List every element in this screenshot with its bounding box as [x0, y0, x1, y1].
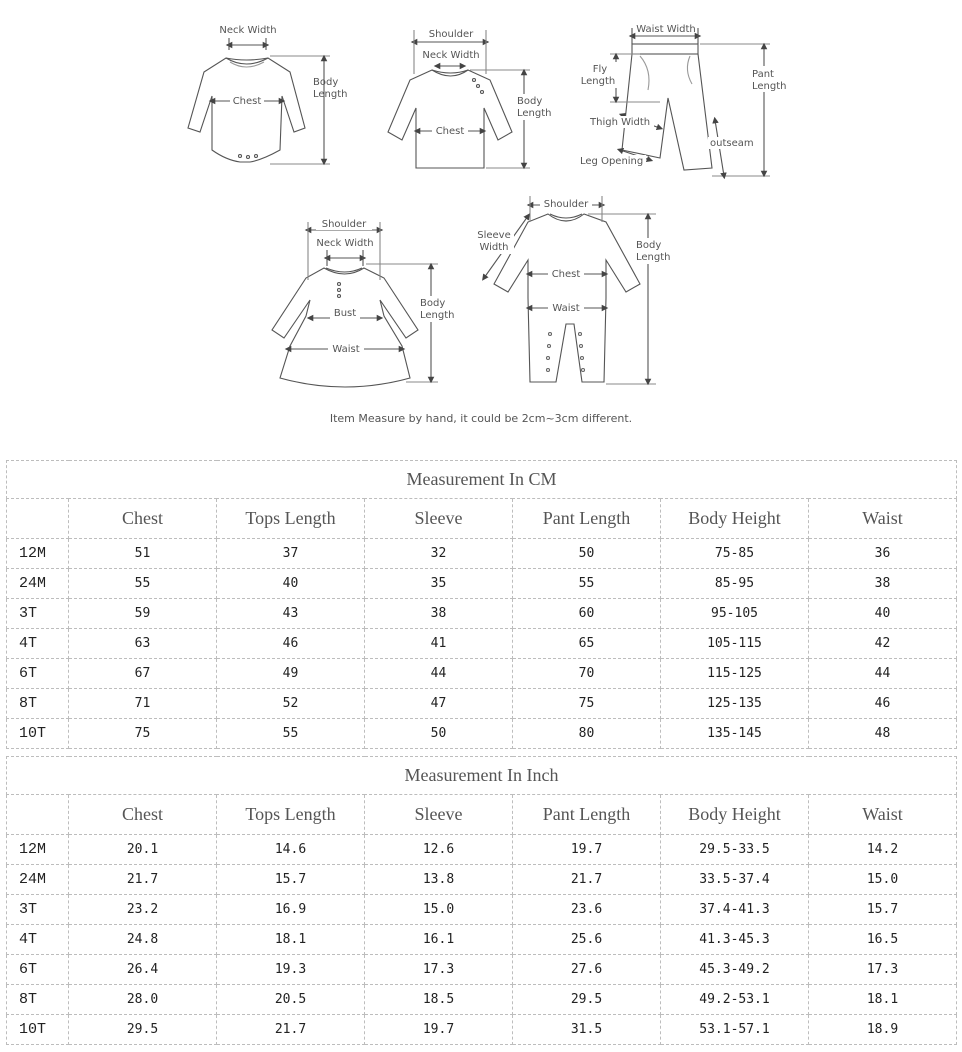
- table-row: [7, 629, 957, 659]
- cm-value-cell: 95-105: [661, 599, 809, 629]
- cm-value-cell: 46: [217, 629, 365, 659]
- inch-column-header: Chest: [69, 795, 217, 835]
- cm-value-cell: 37: [217, 539, 365, 569]
- inch-value-cell: 41.3-45.3: [661, 925, 809, 955]
- cm-column-header: Body Height: [661, 499, 809, 539]
- inch-size-cell: 4T: [7, 925, 69, 955]
- inch-value-cell: 18.5: [365, 985, 513, 1015]
- inch-value-cell: 12.6: [365, 835, 513, 865]
- cm-size-header: [7, 499, 69, 539]
- table-row: [7, 659, 957, 689]
- bodysuit-body-label: Body: [313, 77, 339, 88]
- cm-value-cell: 71: [69, 689, 217, 719]
- cm-column-header: Waist: [809, 499, 957, 539]
- pants-waist-width-label: Waist Width: [636, 24, 696, 35]
- inch-column-header: Sleeve: [365, 795, 513, 835]
- inch-size-cell: 6T: [7, 955, 69, 985]
- romper-waist-label: Waist: [552, 303, 580, 314]
- romper-width-label: Width: [479, 242, 509, 253]
- inch-value-cell: 17.3: [365, 955, 513, 985]
- inch-value-cell: 29.5: [513, 985, 661, 1015]
- top-length-label: Length: [517, 108, 552, 119]
- cm-value-cell: 38: [365, 599, 513, 629]
- inch-value-cell: 20.5: [217, 985, 365, 1015]
- inch-value-cell: 14.2: [809, 835, 957, 865]
- inch-table-title: Measurement In Inch: [7, 757, 957, 795]
- top-neck-width-label: Neck Width: [422, 50, 480, 61]
- cm-value-cell: 40: [217, 569, 365, 599]
- cm-value-cell: 52: [217, 689, 365, 719]
- cm-value-cell: 75-85: [661, 539, 809, 569]
- cm-value-cell: 48: [809, 719, 957, 749]
- inch-value-cell: 25.6: [513, 925, 661, 955]
- garment-sketches: [0, 0, 962, 440]
- cm-value-cell: 44: [365, 659, 513, 689]
- inch-value-cell: 15.0: [365, 895, 513, 925]
- table-row: [7, 865, 957, 895]
- top-body-label: Body: [517, 96, 543, 107]
- dress-length-label: Length: [420, 310, 455, 321]
- inch-value-cell: 31.5: [513, 1015, 661, 1045]
- romper-chest-label: Chest: [551, 269, 581, 280]
- pants-length-label: Length: [752, 81, 787, 92]
- cm-table-title: Measurement In CM: [7, 461, 957, 499]
- inch-size-cell: 12M: [7, 835, 69, 865]
- inch-value-cell: 20.1: [69, 835, 217, 865]
- inch-column-header: Waist: [809, 795, 957, 835]
- measurement-diagrams: [0, 0, 962, 440]
- cm-table-body: [7, 539, 957, 749]
- bodysuit-length-label: Length: [313, 89, 348, 100]
- romper-sleeve-label: Sleeve: [477, 230, 511, 241]
- table-row: [7, 925, 957, 955]
- inch-value-cell: 23.6: [513, 895, 661, 925]
- inch-value-cell: 21.7: [217, 1015, 365, 1045]
- table-row: [7, 895, 957, 925]
- inch-value-cell: 24.8: [69, 925, 217, 955]
- cm-column-header: Sleeve: [365, 499, 513, 539]
- inch-value-cell: 49.2-53.1: [661, 985, 809, 1015]
- pants-fly-length-label: Length: [580, 76, 616, 87]
- cm-column-headers: [7, 499, 957, 539]
- cm-value-cell: 32: [365, 539, 513, 569]
- cm-value-cell: 59: [69, 599, 217, 629]
- cm-value-cell: 60: [513, 599, 661, 629]
- inch-size-header: [7, 795, 69, 835]
- cm-value-cell: 105-115: [661, 629, 809, 659]
- inch-column-header: Body Height: [661, 795, 809, 835]
- pants-outseam-label: outseam: [710, 138, 754, 149]
- cm-value-cell: 49: [217, 659, 365, 689]
- cm-value-cell: 80: [513, 719, 661, 749]
- dress-shoulder-label: Shoulder: [321, 219, 367, 230]
- cm-value-cell: 85-95: [661, 569, 809, 599]
- bodysuit-chest-label: Chest: [232, 96, 262, 107]
- pants-fly-label: Fly: [592, 64, 608, 75]
- inch-value-cell: 45.3-49.2: [661, 955, 809, 985]
- cm-value-cell: 44: [809, 659, 957, 689]
- table-row: [7, 955, 957, 985]
- cm-value-cell: 67: [69, 659, 217, 689]
- cm-value-cell: 43: [217, 599, 365, 629]
- inch-value-cell: 26.4: [69, 955, 217, 985]
- inch-value-cell: 53.1-57.1: [661, 1015, 809, 1045]
- cm-value-cell: 55: [513, 569, 661, 599]
- cm-value-cell: 65: [513, 629, 661, 659]
- inch-value-cell: 37.4-41.3: [661, 895, 809, 925]
- table-row: [7, 539, 957, 569]
- cm-value-cell: 40: [809, 599, 957, 629]
- cm-value-cell: 42: [809, 629, 957, 659]
- inch-value-cell: 19.7: [513, 835, 661, 865]
- cm-value-cell: 135-145: [661, 719, 809, 749]
- inch-value-cell: 28.0: [69, 985, 217, 1015]
- table-row: [7, 835, 957, 865]
- top-chest-label: Chest: [435, 126, 465, 137]
- table-row: [7, 1015, 957, 1045]
- inch-value-cell: 27.6: [513, 955, 661, 985]
- dress-waist-label: Waist: [332, 344, 360, 355]
- cm-value-cell: 55: [217, 719, 365, 749]
- cm-value-cell: 115-125: [661, 659, 809, 689]
- inch-value-cell: 14.6: [217, 835, 365, 865]
- cm-size-cell: 8T: [7, 689, 69, 719]
- cm-value-cell: 75: [513, 689, 661, 719]
- inch-column-header: Tops Length: [217, 795, 365, 835]
- romper-sketch: [484, 196, 656, 384]
- dress-body-label: Body: [420, 298, 446, 309]
- table-row: [7, 689, 957, 719]
- inch-value-cell: 21.7: [513, 865, 661, 895]
- cm-value-cell: 70: [513, 659, 661, 689]
- cm-value-cell: 41: [365, 629, 513, 659]
- cm-value-cell: 50: [365, 719, 513, 749]
- inch-size-cell: 8T: [7, 985, 69, 1015]
- romper-length-label: Length: [636, 252, 671, 263]
- cm-size-cell: 4T: [7, 629, 69, 659]
- romper-body-label: Body: [636, 240, 662, 251]
- cm-value-cell: 63: [69, 629, 217, 659]
- inch-size-table: [6, 756, 957, 1045]
- cm-value-cell: 75: [69, 719, 217, 749]
- inch-value-cell: 29.5-33.5: [661, 835, 809, 865]
- cm-value-cell: 51: [69, 539, 217, 569]
- inch-column-header: Pant Length: [513, 795, 661, 835]
- table-row: [7, 569, 957, 599]
- pants-thigh-width-label: Thigh Width: [590, 117, 651, 128]
- inch-value-cell: 16.1: [365, 925, 513, 955]
- inch-size-cell: 10T: [7, 1015, 69, 1045]
- inch-value-cell: 18.9: [809, 1015, 957, 1045]
- inch-value-cell: 18.1: [217, 925, 365, 955]
- pants-pant-label: Pant: [752, 69, 774, 80]
- inch-size-cell: 24M: [7, 865, 69, 895]
- inch-value-cell: 18.1: [809, 985, 957, 1015]
- inch-value-cell: 23.2: [69, 895, 217, 925]
- cm-value-cell: 47: [365, 689, 513, 719]
- inch-value-cell: 33.5-37.4: [661, 865, 809, 895]
- cm-size-cell: 24M: [7, 569, 69, 599]
- cm-value-cell: 125-135: [661, 689, 809, 719]
- cm-size-cell: 6T: [7, 659, 69, 689]
- cm-value-cell: 35: [365, 569, 513, 599]
- table-row: [7, 719, 957, 749]
- dress-bust-label: Bust: [333, 308, 357, 319]
- inch-value-cell: 17.3: [809, 955, 957, 985]
- inch-value-cell: 19.3: [217, 955, 365, 985]
- table-row: [7, 599, 957, 629]
- table-row: [7, 985, 957, 1015]
- cm-value-cell: 38: [809, 569, 957, 599]
- inch-column-headers: [7, 795, 957, 835]
- bodysuit-neck-width-label: Neck Width: [219, 25, 277, 36]
- inch-table-body: [7, 835, 957, 1045]
- cm-column-header: Tops Length: [217, 499, 365, 539]
- cm-size-cell: 12M: [7, 539, 69, 569]
- cm-size-table: [6, 460, 957, 749]
- measurement-note: Item Measure by hand, it could be 2cm~3cm different.: [329, 412, 633, 425]
- dress-neck-width-label: Neck Width: [316, 238, 374, 249]
- inch-value-cell: 15.0: [809, 865, 957, 895]
- inch-size-cell: 3T: [7, 895, 69, 925]
- pants-leg-opening-label: Leg Opening: [580, 156, 644, 167]
- romper-shoulder-label: Shoulder: [543, 199, 589, 210]
- cm-value-cell: 50: [513, 539, 661, 569]
- inch-value-cell: 13.8: [365, 865, 513, 895]
- cm-value-cell: 36: [809, 539, 957, 569]
- top-shoulder-label: Shoulder: [428, 29, 474, 40]
- cm-value-cell: 55: [69, 569, 217, 599]
- inch-value-cell: 29.5: [69, 1015, 217, 1045]
- pants-sketch: [610, 28, 770, 176]
- cm-value-cell: 46: [809, 689, 957, 719]
- cm-column-header: Chest: [69, 499, 217, 539]
- inch-value-cell: 16.5: [809, 925, 957, 955]
- inch-value-cell: 16.9: [217, 895, 365, 925]
- inch-value-cell: 19.7: [365, 1015, 513, 1045]
- inch-value-cell: 21.7: [69, 865, 217, 895]
- inch-value-cell: 15.7: [809, 895, 957, 925]
- cm-size-cell: 3T: [7, 599, 69, 629]
- inch-value-cell: 15.7: [217, 865, 365, 895]
- cm-column-header: Pant Length: [513, 499, 661, 539]
- cm-size-cell: 10T: [7, 719, 69, 749]
